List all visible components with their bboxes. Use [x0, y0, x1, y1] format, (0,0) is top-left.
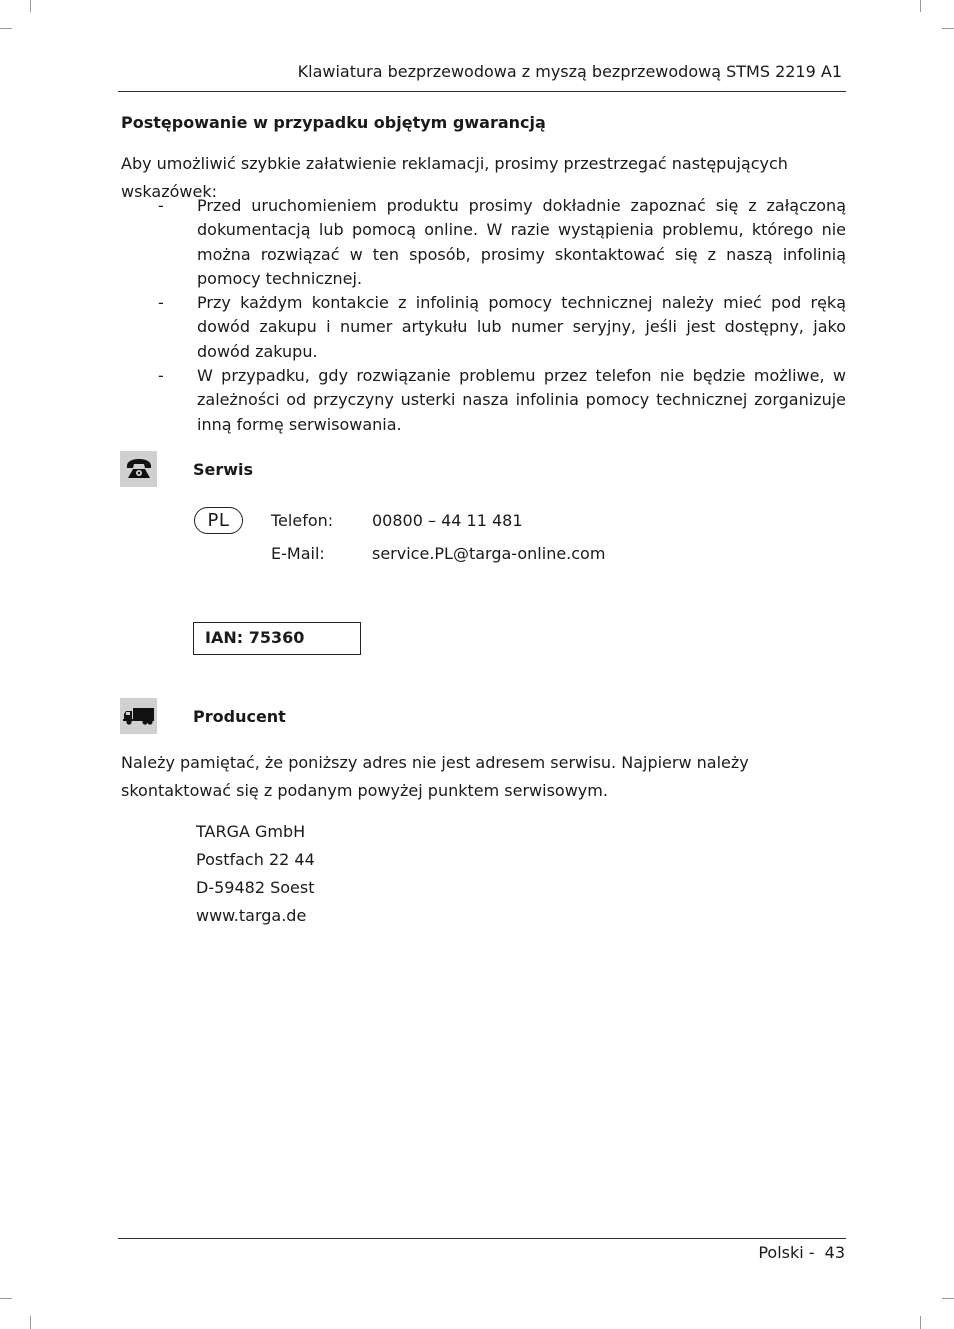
truck-icon	[120, 698, 157, 734]
crop-mark	[0, 28, 12, 29]
email-value: service.PL@targa-online.com	[372, 544, 606, 563]
list-item	[158, 364, 846, 437]
footer-language: Polski -	[758, 1243, 815, 1262]
country-badge: PL	[194, 507, 243, 534]
bullet-text: Przy każdym kontakcie z infolinią pomocy technicznej należy mieć pod ręką dowód zakupu i numer artykułu lub numer seryjny, jeśli jest dostępny, jako dowód zakupu.	[197, 293, 846, 361]
header-rule	[118, 91, 846, 92]
crop-mark	[920, 0, 921, 12]
crop-mark	[0, 1298, 12, 1299]
page-footer	[758, 1243, 845, 1262]
page-number: 43	[824, 1243, 845, 1262]
address-line: Postfach 22 44	[196, 850, 315, 869]
crop-mark	[30, 0, 31, 12]
warranty-heading: Postępowanie w przypadku objętym gwarancją	[121, 113, 546, 132]
email-label: E-Mail:	[271, 544, 325, 563]
crop-mark	[30, 1316, 31, 1329]
running-header: Klawiatura bezprzewodowa z myszą bezprzewodową STMS 2219 A1	[297, 62, 842, 81]
bullet-dash: -	[158, 196, 164, 215]
crop-mark	[920, 1316, 921, 1329]
warranty-intro: Aby umożliwić szybkie załatwienie reklamacji, prosimy przestrzegać następujących wskazówek:	[121, 154, 788, 201]
address-line: D-59482 Soest	[196, 878, 315, 897]
address-link[interactable]: www.targa.de	[196, 906, 307, 925]
bullet-dash: -	[158, 293, 164, 313]
phone-value: 00800 – 44 11 481	[372, 511, 523, 530]
telephone-icon	[120, 451, 157, 487]
list-item	[158, 194, 846, 291]
list-item	[158, 291, 846, 364]
address-line: TARGA GmbH	[196, 822, 306, 841]
crop-mark	[942, 28, 954, 29]
warranty-bullet-list	[158, 194, 846, 437]
producer-heading: Producent	[193, 707, 286, 726]
crop-mark	[942, 1298, 954, 1299]
service-heading: Serwis	[193, 460, 254, 479]
bullet-dash: -	[158, 366, 164, 386]
bullet-text: W przypadku, gdy rozwiązanie problemu przez telefon nie będzie możliwe, w zależności od przyczyny usterki nasza infolinia pomocy technicznej zorganizuje inną formę serwisowania.	[197, 366, 846, 434]
bullet-text: Przed uruchomieniem produktu prosimy dokładnie zapoznać się z załączoną dokumentacją lub pomocą online. W razie wystąpienia problemu, którego nie można rozwiązać w ten sposób, prosimy skontaktować się z naszą infolinią pomocy technicznej.	[197, 196, 846, 288]
producer-note: Należy pamiętać, że poniższy adres nie jest adresem serwisu. Najpierw należy skontaktować się z podanym powyżej punktem serwisowym.	[121, 753, 749, 800]
phone-label: Telefon:	[271, 511, 334, 530]
ian-box: IAN: 75360	[193, 622, 361, 655]
footer-rule	[118, 1238, 846, 1239]
producer-address	[196, 818, 315, 930]
